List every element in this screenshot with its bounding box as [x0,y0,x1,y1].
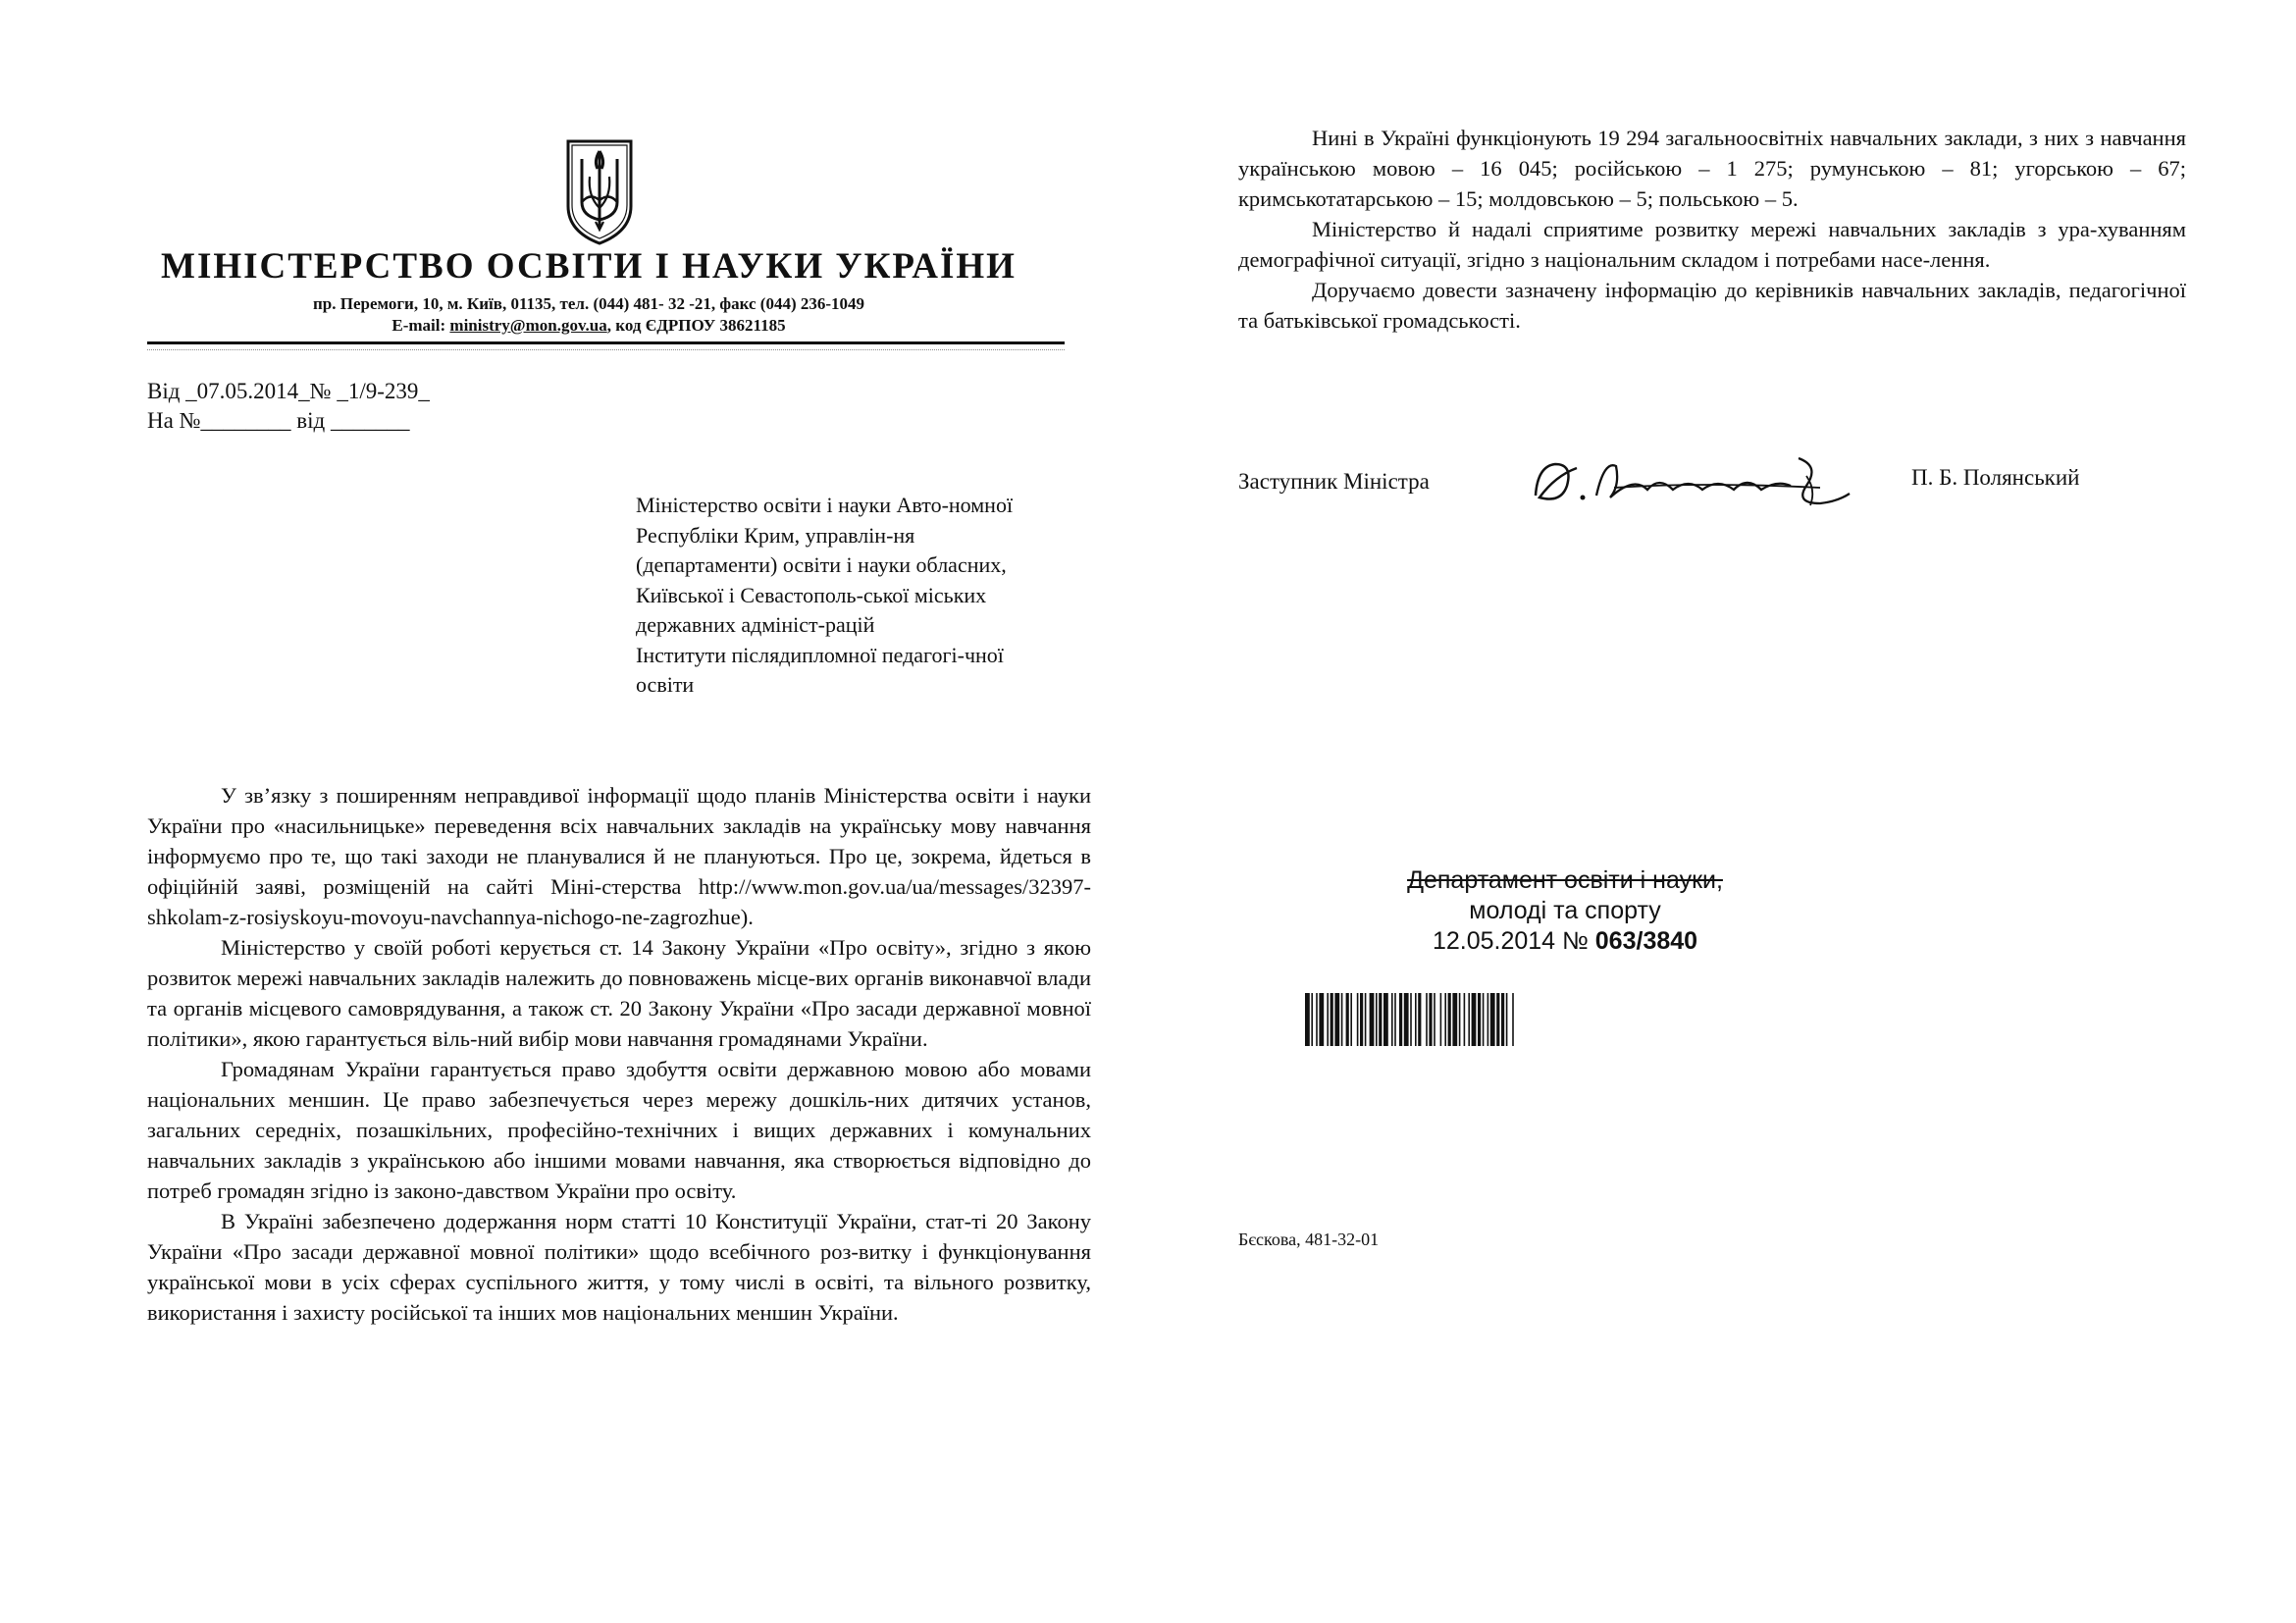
executor-contact: Бєскова, 481-32-01 [1238,1230,1380,1249]
outgoing-reference: Від _07.05.2014_№ _1/9-239_ [147,379,430,403]
edrpou-code: , код ЄДРПОУ 38621185 [606,316,786,335]
addressee-item: Міністерство освіти і науки Авто-номної Республіки Крим, управлін-ня (департаменти) освіти і науки обласних, Київської і Севастополь-ської міських державних адмініст-рацій [636,493,1014,637]
incoming-reference: На №________ від _______ [147,408,410,433]
body-paragraph: В Україні забезпечено додержання норм статті 10 Конституції України, стат-ті 20 Закону України «Про засади державної мовної політики» щодо всебічного роз-витку і функціонування української мови в усіх сферах суспільного життя, у тому числі в освіті, та вільного розвитку, використання і захисту російської та інших мов національних меншин України. [147,1209,1091,1325]
stamp-department: Департамент освіти і науки, [1407,866,1723,894]
tryzub-coat-of-arms-icon [564,137,635,247]
stamp-department-continued: молоді та спорту [1469,897,1661,924]
body-paragraph: Міністерство й надалі сприятиме розвитку мережі навчальних закладів з ура-хуванням демографічної ситуації, згідно з національним складом і потребами насе-лення. [1238,217,2186,272]
body-paragraph: Нині в Україні функціонують 19 294 загальноосвітніх навчальних заклади, з них з навчання українською мовою – 16 045; російською – 1 275; румунською – 81; угорською – 67; кримськотатарською – 15; молдовською – 5; польською – 5. [1238,126,2186,211]
body-paragraph: Громадянам України гарантується право здобуття освіти державною мовою або мовами національних меншин. Це право забезпечується через мережу дошкіль-них дитячих установ, загальних середніх, позашкільних, професійно-технічних і вищих державних і комунальних навчальних закладів з українською або іншими мовами навчання, яка створюється відповідно до потреб громадян згідно із законо-давством України про освіту. [147,1057,1091,1203]
stamp-registration-line [1226,926,1904,957]
body-paragraph: Доручаємо довести зазначену інформацію до керівників навчальних закладів, педагогічної та батьківської громадськості. [1238,278,2186,333]
stamp-date: 12.05.2014 № [1432,927,1595,955]
email-link[interactable]: ministry@mon.gov.ua [449,316,607,335]
email-label: E-mail: [391,316,450,335]
barcode-icon [1305,993,1623,1046]
addressee-block [636,491,1048,701]
ministry-contact-email-line [98,316,1079,336]
stamp-number: 063/3840 [1594,927,1698,955]
ministry-title: МІНІСТЕРСТВО ОСВІТИ І НАУКИ УКРАЇНИ [161,246,1017,287]
ministry-contact-address: пр. Перемоги, 10, м. Київ, 01135, тел. (044) 481- 32 -21, факс (044) 236-1049 [312,294,865,313]
addressee-item: Інститути післядипломної педагогі-чної освіти [636,642,1004,697]
body-paragraph: Міністерство у своїй роботі керується ст. 14 Закону України «Про освіту», згідно з якою розвиток мережі навчальних закладів належить до повноважень місце-вих органів виконавчої влади та органів місцевого самоврядування, а також ст. 20 Закону України «Про засади державної мовної політики», якою гарантується віль-ний вибір мови навчання громадянами України. [147,935,1091,1051]
header-divider [147,341,1065,344]
letter-body-left [147,780,1091,1328]
registration-stamp [1226,865,1904,957]
handwritten-signature-icon [1526,446,1859,515]
letter-body-right [1238,123,2186,336]
body-paragraph: У зв’язку з поширенням неправдивої інформації щодо планів Міністерства освіти і науки України про «насильницьке» переведення всіх навчальних закладів на українську мову навчання інформуємо про те, що такі заходи не планувалися й не плануються. Про це, зокрема, йдеться в офіційній заяві, розміщеній на сайті Міні-стерства http://www.mon.gov.ua/ua/messages/32397-shkolam-z-rosiyskoyu-movoyu-navchannya-nichogo-ne-zagrozhue). [147,783,1091,929]
signer-name: П. Б. Полянський [1911,465,2080,490]
signer-role: Заступник Міністра [1238,469,1430,494]
header-divider-dotted [147,349,1065,350]
